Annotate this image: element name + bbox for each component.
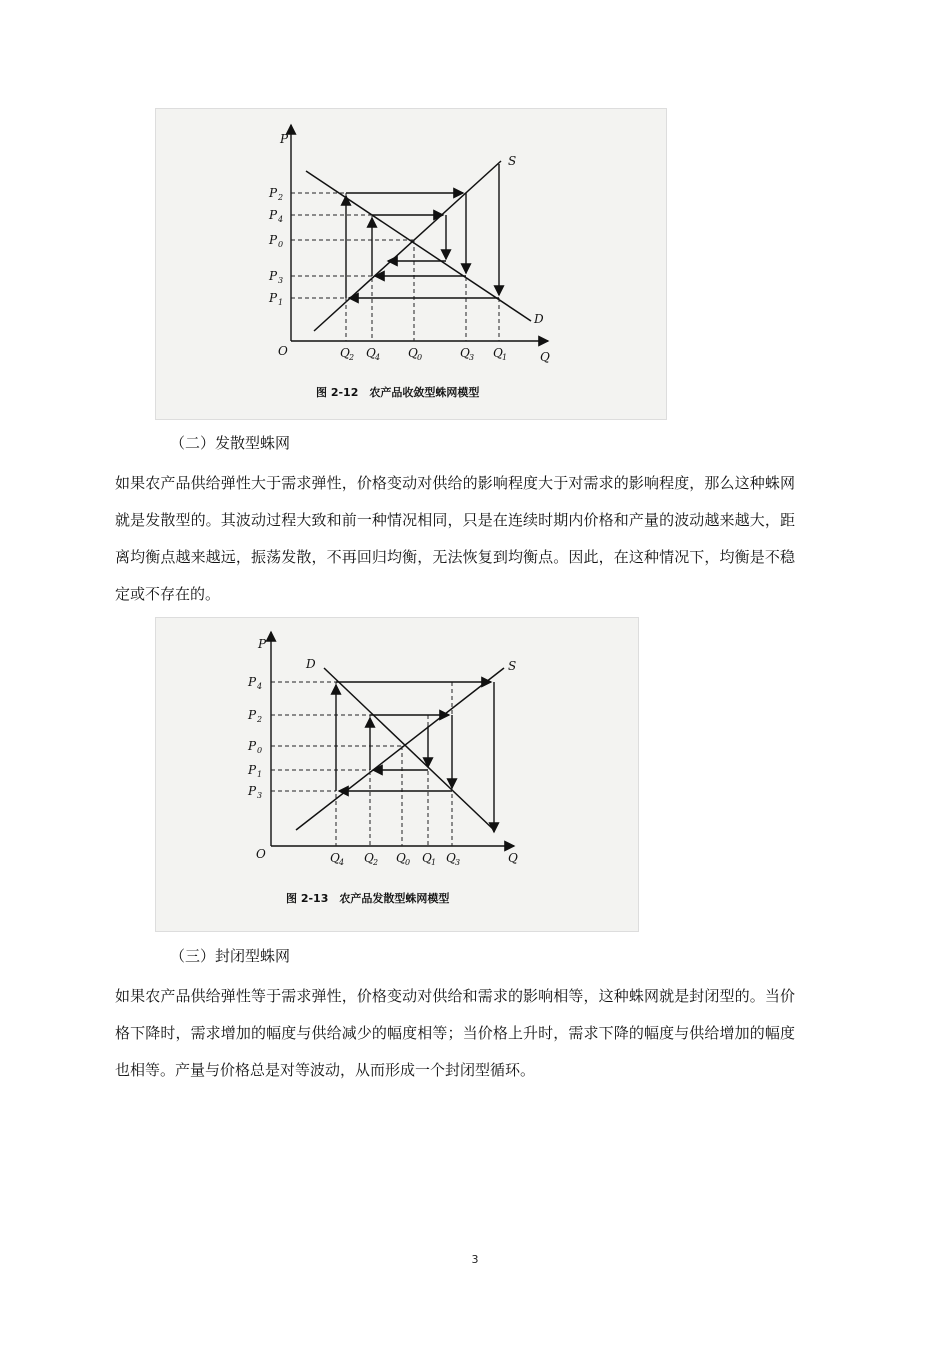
section-heading-closed: （三）封闭型蛛网 [170,947,291,965]
svg-text:4: 4 [375,353,381,362]
svg-text:2: 2 [257,715,263,724]
quantity-label: Q [340,346,350,360]
quantity-label: Q [366,346,376,360]
svg-text:3: 3 [278,276,284,285]
price-labels [247,675,262,800]
price-label: P [269,186,278,200]
svg-text:3: 3 [469,353,475,362]
svg-text:4: 4 [278,215,284,224]
p-axis-label: P [280,132,289,146]
price-label: P [248,763,257,777]
figure-divergent-cobweb [155,617,639,932]
demand-label: D [534,312,544,326]
quantity-label: Q [364,851,374,865]
demand-curve [324,668,494,830]
svg-text:2: 2 [349,353,355,362]
supply-curve [314,161,501,331]
price-label: P [248,784,257,798]
quantity-labels [330,851,460,867]
paragraph-closed: 如果农产品供给弹性等于需求弹性，价格变动对供给和需求的影响相等，这种蛛网就是封闭型的。当价格下降时，需求增加的幅度与供给减少的幅度相等；当价格上升时，需求下降的幅度与供给增加的幅度也相等。产量与价格总是对等波动，从而形成一个封闭型循环。 [115,987,795,1079]
svg-text:3: 3 [257,791,263,800]
origin-label: O [256,847,266,861]
supply-label: S [508,659,517,673]
price-label: P [269,233,278,247]
price-labels [268,186,283,307]
quantity-label: Q [460,346,470,360]
price-label: P [269,291,278,305]
section-heading-divergent: （二）发散型蛛网 [170,434,291,452]
quantity-label: Q [330,851,340,865]
svg-text:2: 2 [278,193,284,202]
svg-text:0: 0 [417,353,423,362]
supply-label: S [508,154,517,168]
supply-curve [296,668,504,830]
quantity-label: Q [446,851,456,865]
svg-text:0: 0 [405,858,411,867]
quantity-label: Q [493,346,503,360]
svg-text:0: 0 [257,746,263,755]
price-label: P [248,708,257,722]
paragraph-divergent: 如果农产品供给弹性大于需求弹性，价格变动对供给的影响程度大于对需求的影响程度，那么这种蛛网就是发散型的。其波动过程大致和前一种情况相同，只是在连续时期内价格和产量的波动越来越大，距离均衡点越来越远，振荡发散，不再回归均衡，无法恢复到均衡点。因此，在这种情况下，均衡是不稳定或不存在的。 [115,474,795,603]
svg-text:0: 0 [278,240,284,249]
svg-text:1: 1 [257,770,263,779]
price-label: P [269,208,278,222]
svg-text:1: 1 [431,858,437,867]
svg-text:3: 3 [455,858,461,867]
quantity-label: Q [408,346,418,360]
svg-text:2: 2 [373,858,379,867]
page-number: 3 [471,1253,479,1266]
origin-label: O [278,344,288,358]
quantity-label: Q [422,851,432,865]
p-axis-label: P [258,637,267,651]
quantity-labels [340,346,507,362]
price-label: P [269,269,278,283]
q-axis-label: Q [540,350,550,364]
figure-convergent-cobweb [155,108,667,420]
figure-caption: 图 2-12 农产品收敛型蛛网模型 [316,386,480,399]
figure-caption: 图 2-13 农产品发散型蛛网模型 [286,892,450,905]
demand-label: D [306,657,316,671]
convergent-cobweb-diagram [156,109,666,419]
quantity-label: Q [396,851,406,865]
q-axis-label: Q [508,851,518,865]
cobweb-path [336,682,494,832]
svg-text:1: 1 [502,353,508,362]
divergent-cobweb-diagram [156,618,638,931]
svg-text:4: 4 [257,682,263,691]
price-label: P [248,675,257,689]
svg-text:1: 1 [278,298,284,307]
svg-text:4: 4 [339,858,345,867]
price-label: P [248,739,257,753]
